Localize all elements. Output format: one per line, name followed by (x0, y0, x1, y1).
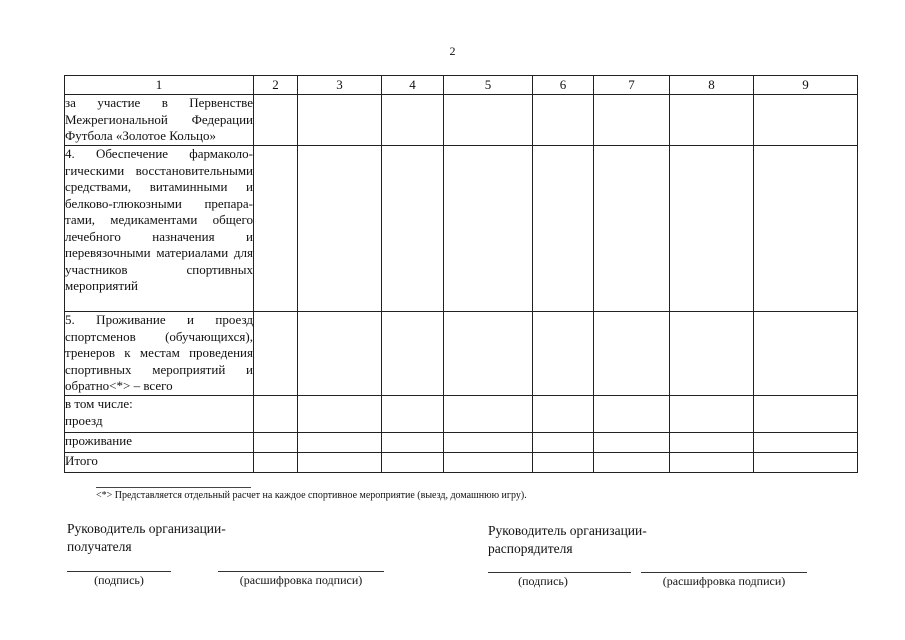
table-cell (298, 146, 382, 312)
table-cell (254, 453, 298, 473)
column-header-6: 6 (533, 76, 594, 95)
table-row (65, 146, 858, 312)
table-row (65, 95, 858, 146)
signature-right-title-line1: Руководитель организации- (488, 523, 647, 538)
column-header-9: 9 (754, 76, 858, 95)
table-cell (754, 396, 858, 433)
table-cell (254, 95, 298, 146)
table-cell (594, 312, 670, 396)
column-header-7: 7 (594, 76, 670, 95)
page-number: 2 (449, 44, 456, 58)
table-row (65, 453, 858, 473)
signature-left-decode-line (218, 571, 384, 572)
row-label-line: проезд (65, 412, 103, 428)
table-cell (254, 433, 298, 453)
footnote: <*> Представляется отдельный расчет на каждое спортивное мероприятие (выезд, домашнюю игру). (96, 490, 527, 501)
signature-left-decode-caption: (расшифровка подписи) (239, 573, 363, 587)
table-cell (670, 453, 754, 473)
table-row (65, 396, 858, 433)
row-label: за участие в Первенстве Межрегиональной Федерации Футбола «Золотое Кольцо» (65, 95, 254, 146)
table-cell (382, 453, 444, 473)
signature-right-title (488, 522, 647, 558)
column-header-2: 2 (254, 76, 298, 95)
table-cell (594, 453, 670, 473)
table-cell (670, 95, 754, 146)
table-cell (533, 433, 594, 453)
row-label: Итого (65, 453, 254, 473)
table-cell (254, 146, 298, 312)
table-cell (594, 146, 670, 312)
column-header-1: 1 (65, 76, 254, 95)
table-cell (594, 396, 670, 433)
row-label: проживание (65, 433, 254, 453)
table-row (65, 312, 858, 396)
signature-left-title (67, 520, 226, 556)
signature-right-sign-caption: (подпись) (518, 574, 568, 588)
table-cell (298, 95, 382, 146)
signature-right-title-line2: распорядителя (488, 541, 573, 556)
table-cell (533, 312, 594, 396)
table-cell (382, 396, 444, 433)
table-cell (444, 95, 533, 146)
table-header-row (65, 76, 858, 95)
table-cell (670, 433, 754, 453)
column-header-4: 4 (382, 76, 444, 95)
table-cell (444, 453, 533, 473)
table-cell (444, 146, 533, 312)
table-cell (670, 312, 754, 396)
table-cell (533, 95, 594, 146)
table-cell (254, 396, 298, 433)
table-cell (444, 433, 533, 453)
table-cell (533, 396, 594, 433)
column-header-8: 8 (670, 76, 754, 95)
expense-table (64, 75, 858, 473)
table-cell (444, 396, 533, 433)
table-cell (754, 146, 858, 312)
table-cell (444, 312, 533, 396)
signature-left-sign-line (67, 571, 171, 572)
signature-left-sign-caption: (подпись) (94, 573, 144, 587)
row-label: 5. Проживание и проезд спортсменов (обучающихся), тренеров к местам проведения спортивных мероприятий и обратно<*> – всего (65, 312, 254, 396)
signature-left-title-line1: Руководитель организации- (67, 521, 226, 536)
table-cell (382, 95, 444, 146)
signature-left-title-line2: получателя (67, 539, 132, 554)
table-cell (533, 146, 594, 312)
signature-right-sign-line (488, 572, 631, 573)
table-cell (254, 312, 298, 396)
column-header-3: 3 (298, 76, 382, 95)
table-cell (670, 396, 754, 433)
table-cell (382, 146, 444, 312)
table-cell (754, 453, 858, 473)
row-label (65, 396, 254, 433)
table-cell (382, 312, 444, 396)
table-cell (298, 396, 382, 433)
column-header-5: 5 (444, 76, 533, 95)
table-cell (670, 146, 754, 312)
table-cell (298, 453, 382, 473)
table-cell (533, 453, 594, 473)
table-row (65, 433, 858, 453)
table-cell (594, 95, 670, 146)
table-cell (594, 433, 670, 453)
footnote-divider (96, 487, 251, 488)
table-cell (754, 312, 858, 396)
table-cell (754, 95, 858, 146)
row-label-line: в том числе: (65, 396, 133, 411)
row-label: 4. Обеспечение фармаколо-гическими восстановительными средствами, витаминными и белково-глюкозными препара-тами, медикаментами общего лечебного назначения и перевязочными материалами для участников спортивных мероприятий (65, 146, 254, 312)
signature-right-decode-line (641, 572, 807, 573)
table-cell (754, 433, 858, 453)
signature-right-decode-caption: (расшифровка подписи) (662, 574, 786, 588)
table-cell (298, 433, 382, 453)
table-cell (298, 312, 382, 396)
table-cell (382, 433, 444, 453)
